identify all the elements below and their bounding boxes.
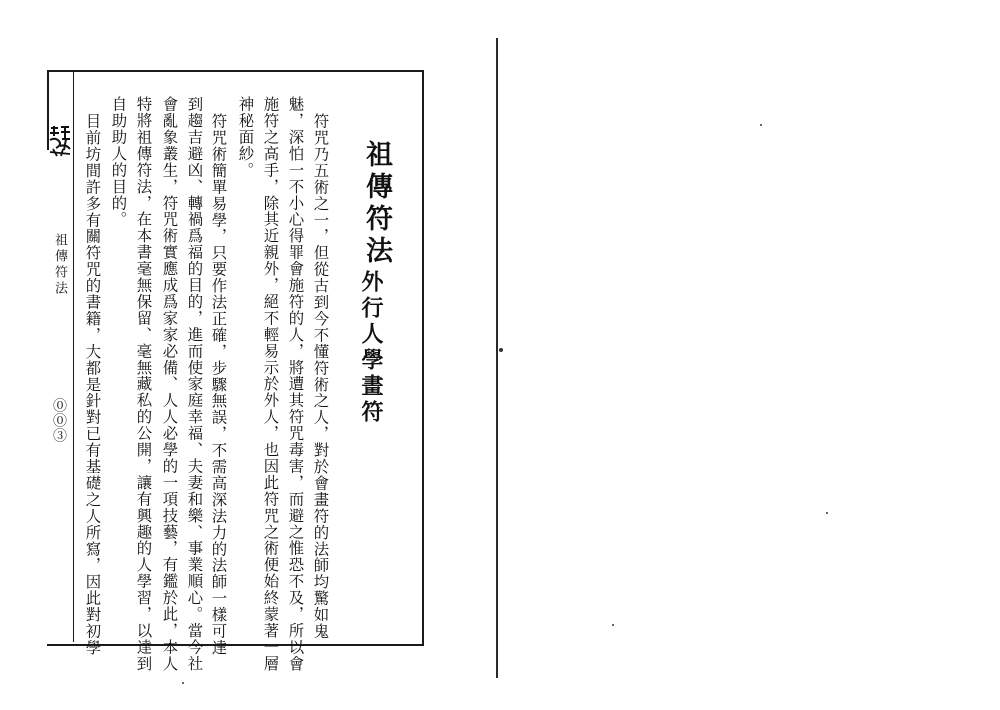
body-column-9: 自助助人的目的。 — [109, 96, 128, 228]
body-column-5: 符咒術簡單易學，只要作法正確，步驟無誤，不需高深法力的法師一樣可達 — [209, 113, 228, 656]
body-column-8: 特將祖傳符法，在本書毫無保留、毫無藏私的公開，讓有興趣的人學習，以達到 — [134, 96, 153, 672]
margin-rule — [73, 72, 74, 642]
body-column-1: 符咒乃五術之一，但從古到今不懂符術之人，對於會畫符的法師均驚如鬼 — [311, 113, 330, 640]
page-subtitle: 外行人學畫符 — [358, 270, 384, 426]
body-column-7: 會亂象叢生，符咒術實應成爲家家必備、人人必學的一項技藝，有鑑於此，本人 — [160, 96, 179, 672]
publisher-seal-icon — [48, 124, 72, 158]
running-title: 祖傳符法 — [52, 233, 67, 297]
body-column-2: 魅，深怕一不小心得罪會施符的人，將遭其符咒毒害，而避之惟恐不及，所以會 — [286, 96, 305, 672]
page-number: ⓪⓪③ — [51, 398, 67, 443]
book-spine — [496, 38, 498, 678]
body-column-10: 目前坊間許多有關符咒的書籍，大都是針對已有基礎之人所寫，因此對初學 — [83, 113, 102, 656]
body-column-4: 神秘面紗。 — [236, 96, 255, 179]
scan-speck — [182, 682, 184, 684]
scan-speck — [612, 624, 614, 626]
page-title: 祖傳符法 — [361, 140, 392, 268]
body-column-3: 施符之高手，除其近親外，絕不輕易示於外人，也因此符咒之術便始終蒙著一層 — [261, 96, 280, 672]
body-column-6: 到趨吉避凶、轉禍爲福的目的，進而使家庭幸福、夫妻和樂、事業順心。當今社 — [185, 96, 204, 672]
scan-speck — [826, 512, 828, 514]
scan-speck — [760, 124, 762, 126]
scan-speck — [499, 348, 503, 352]
